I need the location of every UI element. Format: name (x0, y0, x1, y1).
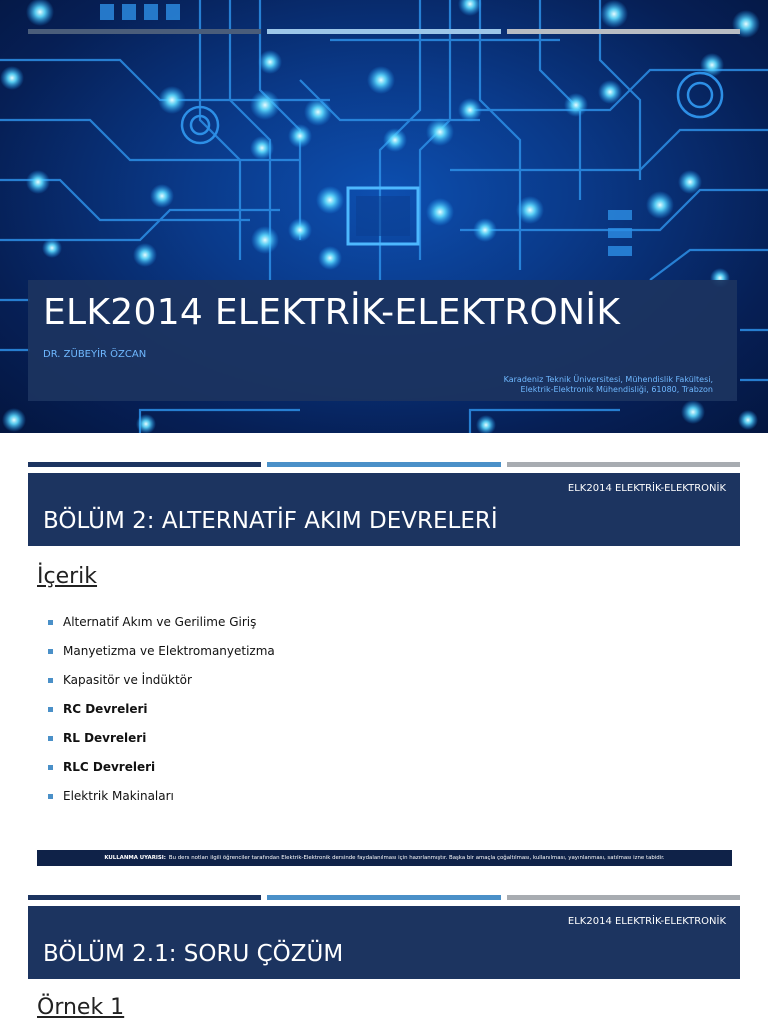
list-item (48, 760, 275, 789)
affiliation-line-1: Karadeniz Teknik Üniversitesi, Mühendislik Fakültesi, (503, 375, 713, 384)
bullet-icon (48, 736, 53, 741)
course-label: ELK2014 ELEKTRİK-ELEKTRONİK (567, 916, 726, 927)
slide-header (28, 473, 740, 546)
list-item-label: RLC Devreleri (63, 760, 156, 774)
course-label: ELK2014 ELEKTRİK-ELEKTRONİK (567, 483, 726, 494)
presentation-title: ELK2014 ELEKTRİK-ELEKTRONİK (43, 292, 621, 333)
list-item-label: Elektrik Makinaları (63, 789, 174, 803)
list-item (48, 702, 275, 731)
slide-heading: BÖLÜM 2: ALTERNATİF AKIM DEVRELERİ (43, 508, 498, 534)
bullet-icon (48, 678, 53, 683)
contents-list (48, 615, 275, 818)
bullet-icon (48, 620, 53, 625)
decorative-bars (28, 29, 740, 34)
list-item (48, 789, 275, 818)
bullet-icon (48, 765, 53, 770)
list-item (48, 644, 275, 673)
section-title: Örnek 1 (37, 995, 125, 1020)
list-item (48, 615, 275, 644)
bar-blue (267, 895, 500, 900)
bar-grey (507, 29, 740, 34)
slide-heading: BÖLÜM 2.1: SORU ÇÖZÜM (43, 941, 344, 967)
list-item-label: Kapasitör ve İndüktör (63, 673, 192, 687)
contents-slide (0, 433, 768, 873)
list-item-label: RC Devreleri (63, 702, 148, 716)
bar-grey (507, 462, 740, 467)
bar-navy (28, 895, 261, 900)
title-slide (0, 0, 768, 433)
bar-grey (507, 895, 740, 900)
bullet-icon (48, 649, 53, 654)
title-panel (28, 280, 737, 401)
section-title: İçerik (37, 564, 98, 589)
bar-navy (28, 462, 261, 467)
slide-header (28, 906, 740, 979)
affiliation-line-2: Elektrik-Elektronik Mühendisliği, 61080, Trabzon (520, 385, 713, 394)
bar-navy (28, 29, 261, 34)
decorative-bars (28, 895, 740, 900)
bar-blue (267, 462, 500, 467)
affiliation (504, 375, 713, 395)
list-item (48, 731, 275, 760)
usage-warning-label: KULLANMA UYARISI: (104, 855, 166, 861)
usage-warning-banner (37, 850, 732, 866)
problem-slide (0, 873, 768, 1024)
list-item-label: Manyetizma ve Elektromanyetizma (63, 644, 275, 658)
usage-warning-text: Bu ders notları ilgili öğrenciler tarafından Elektrik-Elektronik dersinde faydalanılması için hazırlanmıştır. Başka bir amaçla çoğaltılması, kullanılması, yayınlanması, satılması izne tabidir. (168, 855, 665, 861)
list-item-label: RL Devreleri (63, 731, 147, 745)
bullet-icon (48, 794, 53, 799)
bullet-icon (48, 707, 53, 712)
decorative-bars (28, 462, 740, 467)
list-item (48, 673, 275, 702)
author-name: DR. ZÜBEYİR ÖZCAN (43, 349, 147, 360)
bar-blue (267, 29, 500, 34)
list-item-label: Alternatif Akım ve Gerilime Giriş (63, 615, 257, 629)
